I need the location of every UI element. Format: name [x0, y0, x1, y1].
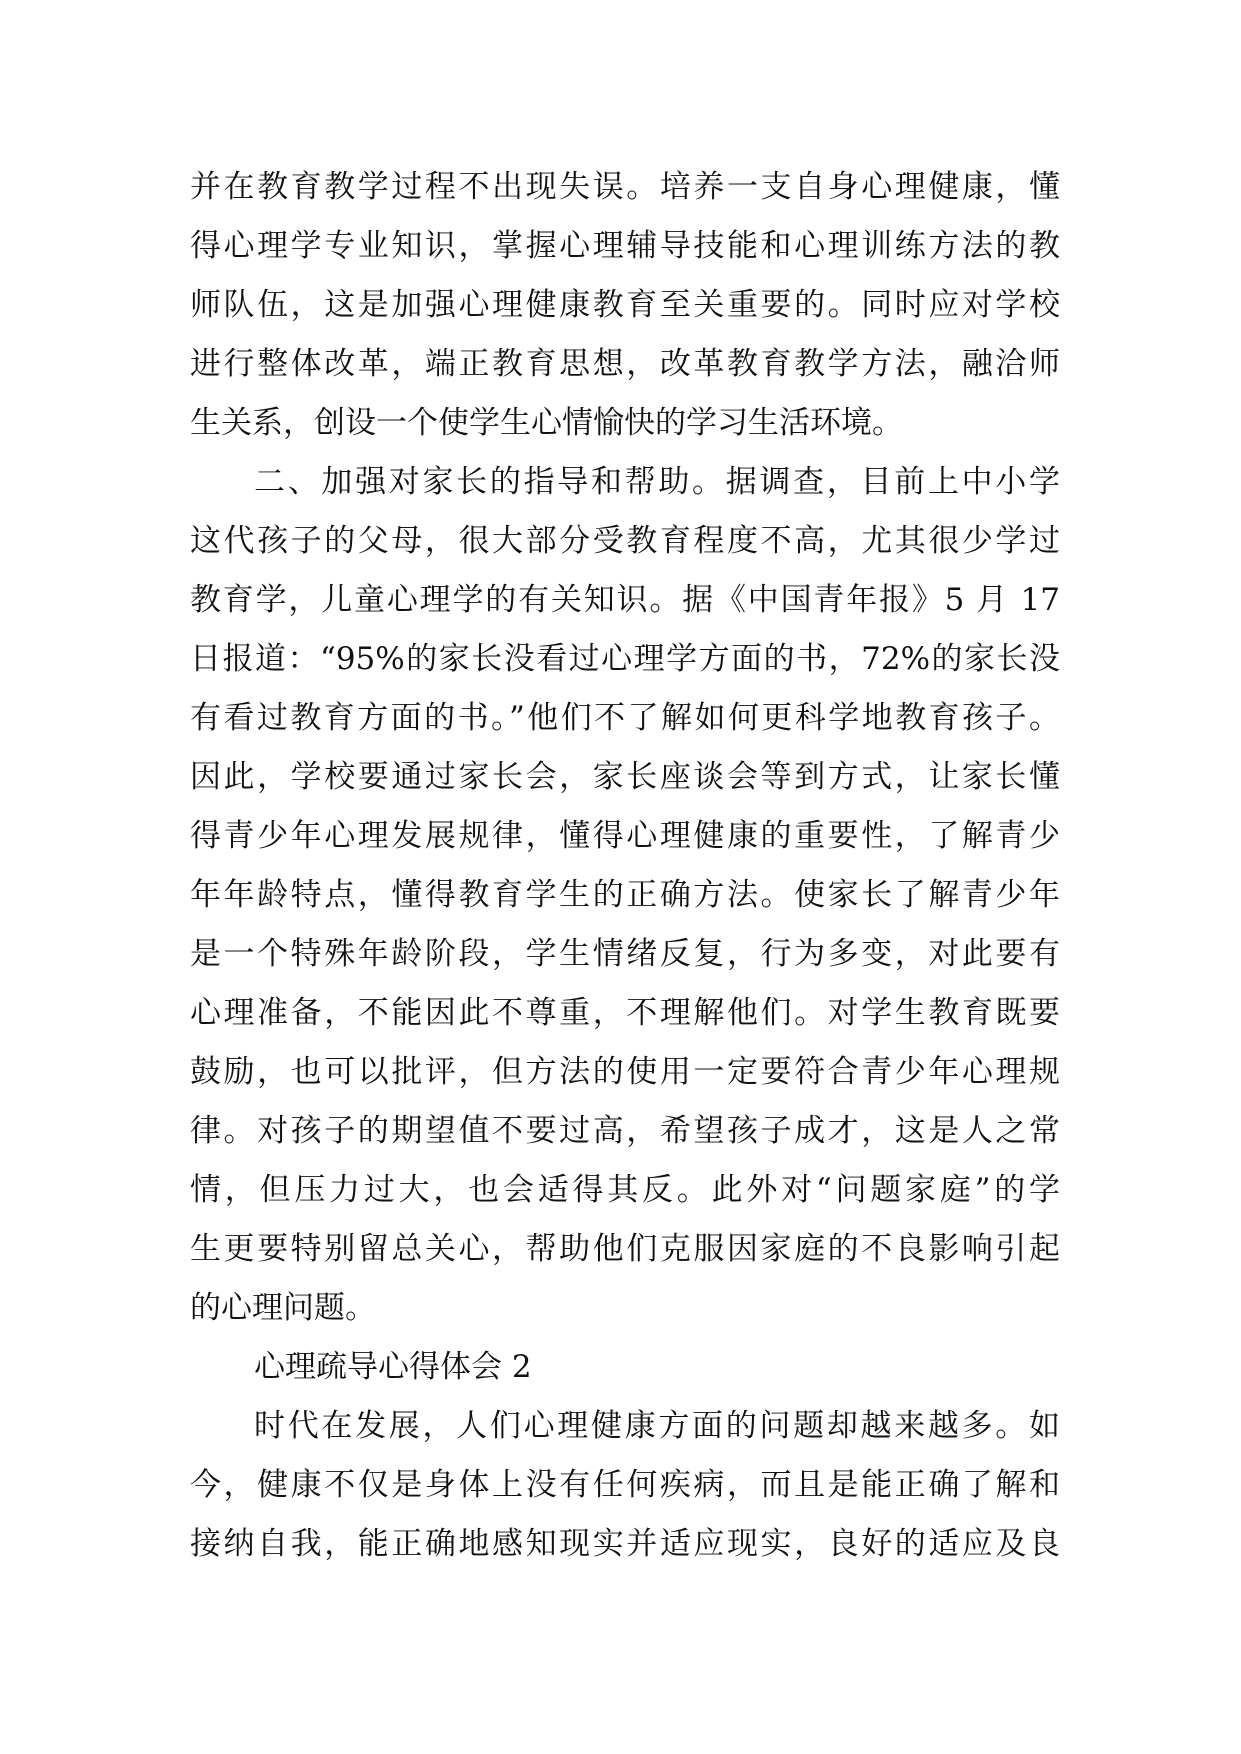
text-line: 时代在发展，人们心理健康方面的问题却越来越多。如: [254, 1408, 1060, 1444]
text-line: 接纳自我，能正确地感知现实并适应现实，良好的适应及良: [190, 1526, 1060, 1562]
text-line: 情，但压力过大，也会适得其反。此外对“问题家庭”的学: [190, 1172, 1060, 1208]
text-line: 今，健康不仅是身体上没有任何疾病，而且是能正确了解和: [190, 1467, 1060, 1503]
text-line: 是一个特殊年龄阶段，学生情绪反复，行为多变，对此要有: [190, 936, 1060, 972]
text-line: 这代孩子的父母，很大部分受教育程度不高，尤其很少学过: [190, 523, 1060, 559]
text-line: 的心理问题。: [190, 1290, 376, 1326]
text-line: 日报道：“95%的家长没看过心理学方面的书，72%的家长没: [190, 641, 1060, 677]
text-line: 年年龄特点，懂得教育学生的正确方法。使家长了解青少年: [190, 877, 1060, 913]
text-line: 得心理学专业知识，掌握心理辅导技能和心理训练方法的教: [190, 228, 1060, 264]
text-line: 有看过教育方面的书。”他们不了解如何更科学地教育孩子。: [190, 700, 1060, 736]
text-line: 生更要特别留总关心，帮助他们克服因家庭的不良影响引起: [190, 1231, 1060, 1267]
text-line: 因此，学校要通过家长会，家长座谈会等到方式，让家长懂: [190, 759, 1060, 795]
body-text: [190, 158, 1060, 1574]
text-line: 进行整体改革，端正教育思想，改革教育教学方法，融洽师: [190, 346, 1060, 382]
text-line: 得青少年心理发展规律，懂得心理健康的重要性，了解青少: [190, 818, 1060, 854]
text-line: 律。对孩子的期望值不要过高，希望孩子成才，这是人之常: [190, 1113, 1060, 1149]
text-line: 鼓励，也可以批评，但方法的使用一定要符合青少年心理规: [190, 1054, 1060, 1090]
text-line: 生关系，创设一个使学生心情愉快的学习生活环境。: [190, 405, 903, 441]
section-heading: 心理疏导心得体会 2: [254, 1349, 532, 1385]
text-line: 二、加强对家长的指导和帮助。据调查，目前上中小学: [254, 464, 1060, 500]
text-line: 教育学，儿童心理学的有关知识。据《中国青年报》5 月 17: [190, 582, 1060, 618]
text-line: 并在教育教学过程不出现失误。培养一支自身心理健康，懂: [190, 169, 1060, 205]
text-line: 心理准备，不能因此不尊重，不理解他们。对学生教育既要: [190, 995, 1060, 1031]
text-line: 师队伍，这是加强心理健康教育至关重要的。同时应对学校: [190, 287, 1060, 323]
